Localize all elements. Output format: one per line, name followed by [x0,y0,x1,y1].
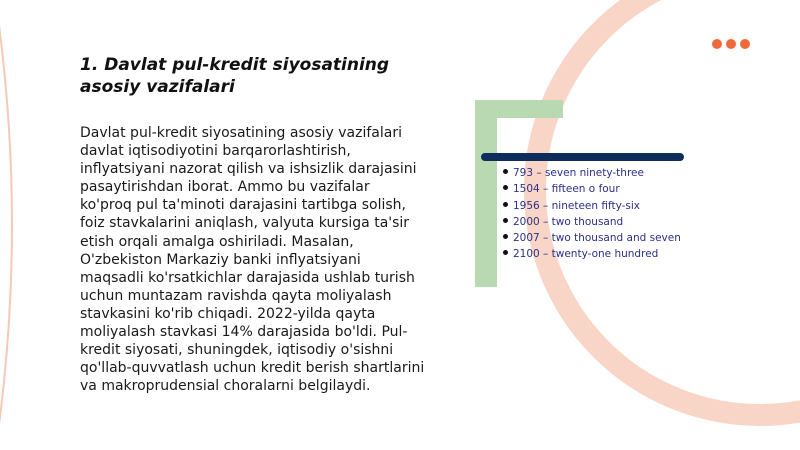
more-dots-icon [712,39,750,49]
list-item [503,198,681,214]
bullet-icon [503,218,508,223]
list-item [503,181,681,197]
bullet-icon [503,202,508,207]
body-paragraph: Davlat pul-kredit siyosatining asosiy vazifalari davlat iqtisodiyotini barqarorlashtirish, inflyatsiyani nazorat qilish va ishsizlik darajasini pasaytirishdan iborat. Ammo bu vazifalar ko'proq pul ta'minoti darajasini tartibga solish, foiz stavkalarini aniqlash, valyuta kursiga ta'sir etish orqali amalga oshiriladi. Masalan, O'zbekiston Markaziy banki inflyatsiyani maqsadli ko'rsatkichlar darajasida ushlab turish uchun muntazam ravishda qayta moliyalash stavkasini ko'rib chiqadi. 2022-yilda qayta moliyalash stavkasi 14% darajasida bo'ldi. Pul-kredit siyosati, shuningdek, iqtisodiy o'sishni qo'llab-quvvatlash uchun kredit berish shartlarini va makroprudensial choralarni belgilaydi. [80,125,425,395]
dot [740,39,750,49]
dot [712,39,722,49]
bullet-icon [503,250,508,255]
bullet-icon [503,169,508,174]
list-item [503,165,681,181]
dot [726,39,736,49]
left-edge-arc [0,0,12,450]
list-item-text: 2007 – two thousand and seven [513,232,681,245]
list-item-text: 2000 – two thousand [513,215,624,228]
list-item [503,214,681,230]
list-item-text: 1956 – nineteen fifty-six [513,199,641,212]
list-item [503,230,681,246]
bullet-icon [503,234,508,239]
list-item-text: 2100 – twenty-one hundred [513,248,659,261]
list-item-text: 1504 – fifteen o four [513,183,620,196]
slide-title: 1. Davlat pul-kredit siyosatining asosiy vazifalari [80,55,390,97]
list-item [503,246,681,262]
green-accent-bar [475,100,497,287]
bullet-icon [503,185,508,190]
navy-divider-bar [481,153,684,161]
years-list [503,165,681,263]
list-item-text: 793 – seven ninety-three [513,167,644,179]
